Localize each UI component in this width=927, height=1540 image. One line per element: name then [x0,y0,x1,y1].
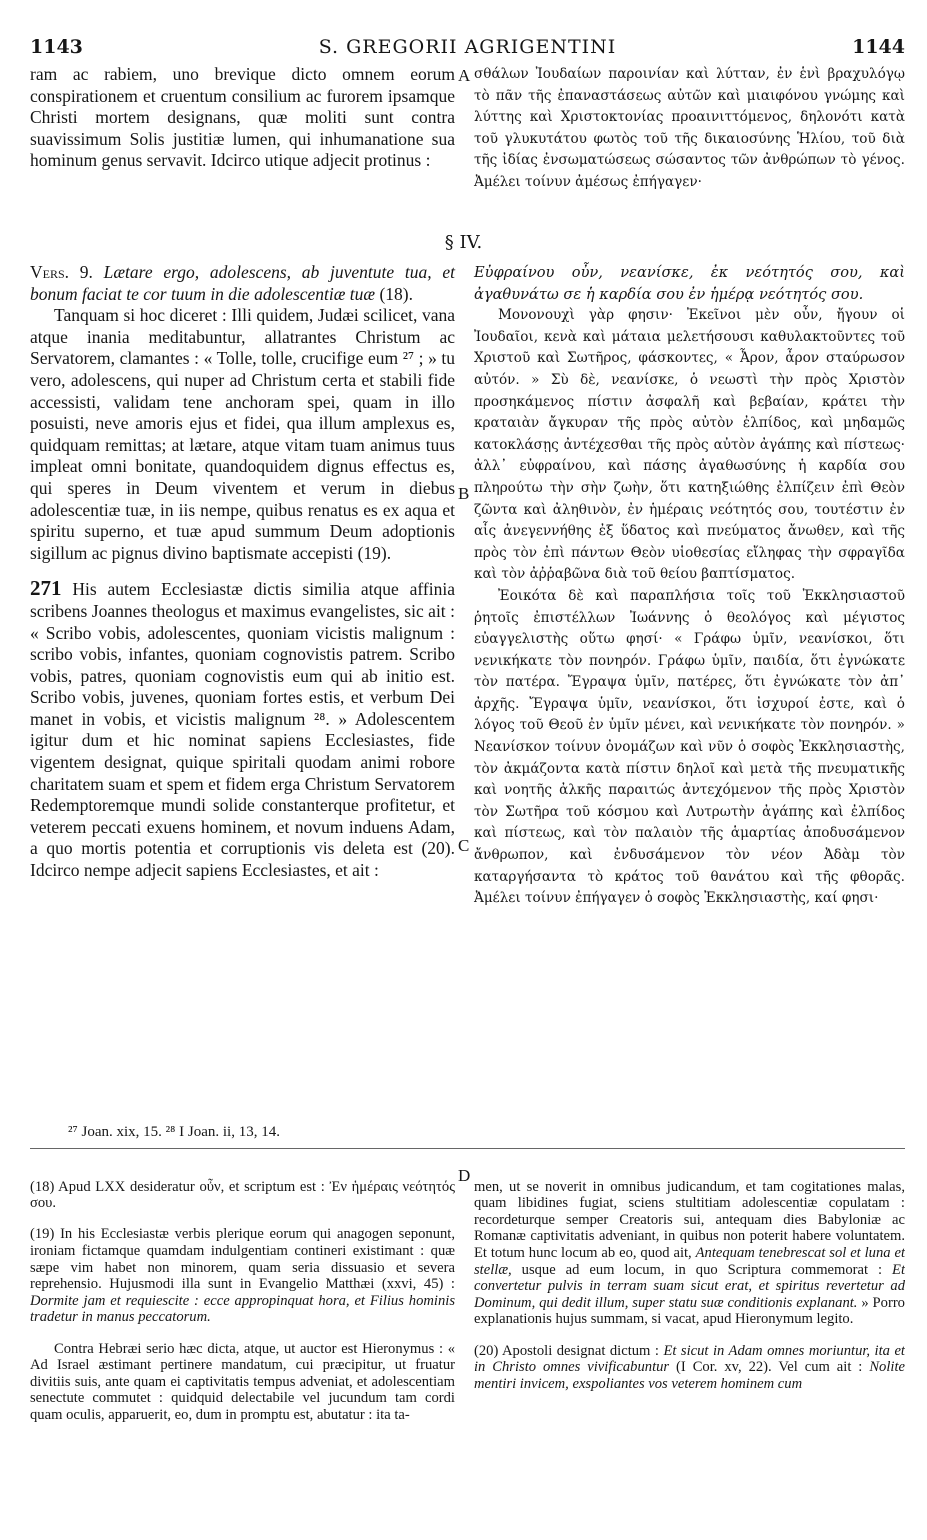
greek-paragraph-2: Μονονουχὶ γὰρ φησιν· Ἐκεῖνοι μὲν οὖν, ἤγουν οἱ Ἰουδαῖοι, κενὰ καὶ μάταια μελετήσουσι καθυλακτοῦντες τοῦ Χριστοῦ καὶ Σωτῆρος, φάσκοντες, « Ἆρον, ἆρον σταύρωσον αὐτόν. » Σὺ δὲ, νεανίσκε, ὁ νεωστὶ τὴν πρὸς Χριστὸν προσηκάμενος πίστιν ἀσφαλῆ καὶ βεβαίαν, κράτει τὴν κραταιὰν ἄγκυραν τῆς πρὸς αὐτὸν ἐλπίδος, καὶ μηδαμῶς κατοκλάσῃς ἀντέχεσθαι τῆς πρὸς αὐτὸν ἀγάπης καὶ πίστεως· ἀλλ᾽ εὐφραίνου, καὶ πάσης ἀγαθωσύνης ἡ καρδία σου πληρούτω τὴν σὴν ζωὴν, ὅτι κατηξιώθης ἐλπίζειν ἐπὶ Θεὸν ζῶντα καὶ ἀληθινὸν, ἐν ἡμέραις νεότητός σου, τουτέστιν ἐν αἷς ἀνεγεννήθης ἐξ ὕδατος καὶ πνεύματος ἄνωθεν, καὶ τῆς πρὸς τὸν ἐπὶ πάντων Θεὸν υἱοθεσίας εἴληφας τὴν σφραγῖδα καὶ τὸν ἀῤῥαβῶνα διὰ τοῦ θείου βαπτίσματος. [474,307,905,583]
running-header [30,36,905,58]
note-19-continued: Contra Hebræi serio hæc dicta, atque, ut auctor est Hieronymus : « Ad Israel æstimant pertinere mandatum, cui præcipitur, ut fruatur divitiis suis, ante quam ei captivitatis tempus adveniat, et adolescentiam senectute commutet : quidquid delectabile vel jucundum tam cordi quam oculis, apparuerit, eo, dum in promptu est, abutatur : ita ta- [30,1340,455,1423]
margin-marker-b: B [458,484,470,503]
note-19-end-text-3: » Porro explanationis hujus summam, si vacat, apud Hieronymum legito. [474,1294,905,1328]
greek-paragraph-1: σθάλων Ἰουδαίων παροινίαν καὶ λύτταν, ἐν ἑνὶ βραχυλόγῳ τὸ πᾶν τῆς ἐπαναστάσεως αὐτῶν καὶ μιαιφόνου γνώμης καὶ λύττης καὶ Χριστοκτονίας προαινιττόμενος, δηλονότι κατὰ τοῦ γλυκυτάτου φωτὸς τοῦ τῆς δικαιοσύνης Ἡλίου, τοῦ διὰ τῆς ἰδίας ἐνσωματώσεως σώσαντος τῶν ἀνθρώπων τὸ γένος. Ἀμέλει τοίνυν ἀμέσως ἐπήγαγεν· [474,66,905,190]
notes-left [30,1164,455,1524]
latin-verse [30,262,455,305]
note-19-end-text: men, ut se noverit in omnibus judicandum, et tam cogitationes malas, quam libidines fugiat, sciens stultitiam adolescentiæ copulatam : recordeturque semper Creatoris sui, antequam dies Babyloniæ ac Romanæ captivitatis adveniant, in quibus non poterit habere voluntatem. Et totum hunc locum ab eo, quod ait, [474,1178,905,1261]
verse-text: Lætare ergo, adolescens, ab juventute tua, et bonum faciat te cor tuum in die adolescentiæ tuæ [30,262,455,304]
section-heading: § IV. [444,232,483,253]
note-20-quote-1: Et sicut in Adam omnes moriuntur, ita et in Christo omnes vivificabuntur [474,1342,905,1376]
margin-marker-a: A [458,66,471,85]
note-19-end-quote-1: Antequam tenebrescat sol et luna et stellæ, [474,1244,905,1278]
greek-verse: Εὐφραίνου οὖν, νεανίσκε, ἐκ νεότητός σου, καὶ ἀγαθυνάτω σε ἡ καρδία σου ἐν ἡμέρᾳ νεότητός σου. [474,264,905,303]
note-20-text-2: (I Cor. xv, 22). Vel cum ait : [676,1359,863,1376]
verse-label: Vers. 9. [30,262,93,282]
margin-marker-c: C [458,836,470,855]
note-19 [30,1226,455,1326]
note-20 [474,1343,905,1393]
page-number-right: 1144 [852,36,905,58]
note-20-text: (20) Apostoli designat dictum : [474,1342,659,1359]
latin-paragraph-3 [30,578,455,881]
note-20-quote-2: Nolite mentiri invicem, exspoliantes vos veterem hominem cum [474,1359,905,1392]
note-18: (18) Apud LXX desideratur οὖν, et scriptum est : Ἐν ἡμέραις νεότητός σου. [30,1178,455,1212]
note-19-end-quote-2: Et convertetur pulvis in terram suam sicut erat, et spiritus revertetur ad Dominum, qui dedit illum, super statu suæ conditionis explanant. [474,1261,905,1311]
notes-divider [30,1148,905,1149]
running-title: S. GREGORII AGRIGENTINI [318,36,617,58]
paragraph-number: 271 [30,576,62,601]
latin-paragraph-3-text: His autem Ecclesiastæ dictis similia atque affinia scribens Joannes theologus et maximus evangelistes, sic ait : « Scribo vobis, adolescentes, quoniam vicistis malignum : scribo vobis, infantes, quoniam cognovistis patrem. Scribo vobis, patres, quoniam cognovistis eum qui ab initio est. Scribo vobis, juvenes, quoniam fortes estis, et verbum Dei manet in vobis, et vicistis malignum ²⁸. » Adolescentem igitur dum et hic nominat sapiens Ecclesiastes, fide vigentem designat, quique spiritali quodam animi robore charitatem suam et spem et fidem erga Christum Servatorem Redemptoremque mundi solide constanterque profitetur, et veterem peccati exuens hominem, et novum induens Adam, a quo mortis potentia et corruptionis vis deleta est (20). Idcirco nempe adjecit sapiens Ecclesiastes, et ait : [30,579,455,881]
greek-column-top [474,64,905,194]
note-19-end [474,1179,905,1328]
page-number-left: 1143 [30,36,83,58]
notes-right [474,1164,905,1524]
note-19-quote: Dormite jam et requiescite : ecce appropinquat hora, et Filius hominis tradetur in manus peccatorum. [30,1292,455,1326]
greek-column-mid [474,262,905,910]
scripture-footnotes: ²⁷ Joan. xix, 15. ²⁸ I Joan. ii, 13, 14. [68,1124,280,1140]
verse-ref: (18). [379,283,414,304]
latin-paragraph-2: Tanquam si hoc diceret : Illi quidem, Judæi scilicet, vana atque inania meditabuntur, allatrantes Christum ac Servatorem, clamantes : « Tolle, tolle, crucifige eum ²⁷ ; » tu vero, adolescens, qui nuper ad Christum certa et stabili fide accessisti, validam tene anchoram spei, quam in illo posuisti, neve amoris ejus et fidei, qua illum amplexus es, quidquam remittas; at lætare, atque vitam tuam animus tuus impleat omni bonitate, quandoquidem dignus effectus es, qui speres in Deum viventem et verum in diebus adolescentiæ tuæ, in iis nempe, quibus renatus es ex aqua et spiritu superno, et tuæ apud summum Deum adoptionis sigillum ac pignus divino baptismate accepisti (19). [30,305,455,563]
latin-paragraph-1: ram ac rabiem, uno brevique dicto omnem eorum conspirationem et cruentum consilium ac furorem ipsamque Christi mortem designans, quæ moliti sunt contra suavissimum Solis justitiæ lumen, qui inhumanatione sua hominum genus servavit. Idcirco utique adjecit protinus : [30,64,455,171]
latin-column-mid [30,262,455,882]
note-19-end-text-2: usque ad eum locum, in quo Scriptura commemorat : [521,1261,883,1278]
greek-paragraph-3: Ἐοικότα δὲ καὶ παραπλήσια τοῖς τοῦ Ἐκκλησιαστοῦ ῥητοῖς ἐπιστέλλων Ἰωάννης ὁ θεολόγος καὶ μέγιστος εὐαγγελιστὴς οὕτω φησί· « Γράφω ὑμῖν, νεανίσκοι, ὅτι νενικήκατε τὸν πονηρόν. Γράφω ὑμῖν, παιδία, ὅτι ἐγνώκατε τὸν πατέρα. Ἔγραψα ὑμῖν, πατέρες, ὅτι ἐγνώκατε τὸν ἀπ᾽ ἀρχῆς. Ἔγραψα ὑμῖν, νεανίσκοι, ὅτι ἰσχυροί ἐστε, καὶ ὁ λόγος τοῦ Θεοῦ ἐν ὑμῖν μένει, καὶ νενικήκατε τὸν πονηρόν. » Νεανίσκον τοίνυν ὀνομάζων καὶ νῦν ὁ σοφὸς Ἐκκλησιαστὴς, τὸν ἀκμάζοντα κατὰ πίστιν δηλοῖ καὶ μετὰ τῆς πνευματικῆς καὶ νοητῆς ἀλκῆς παραιτώς ἀντεχόμενον τῆς πρὸς Χριστὸν τὸν Σωτῆρα τοῦ κόσμου καὶ Λυτρωτὴν ἀγάπης καὶ ἐλπίδος καὶ πίστεως, καὶ τὸν παλαιὸν τῆς ἁμαρτίας ἀποδυσάμενον ἄνθρωπον, καὶ ἐνδυσάμενον τὸν νέον Ἀδὰμ τὸν καταργήσαντα τὸ κράτος τοῦ θανάτου καὶ τῆς φθορᾶς. Ἀμέλει τοίνυν ἐπήγαγεν ὁ σοφὸς Ἐκκλησιαστὴς, καί φησι· [474,587,905,907]
latin-column-top [30,64,455,172]
margin-marker-d: D [458,1166,471,1185]
note-19-text: (19) In his Ecclesiastæ verbis plerique eorum qui anagogen seponunt, ironiam fictamque quamdam indulgentiam contineri existimant : quæ sæpe vim habet non minorem, quam seria dissuasio et severa reprehensio. Hujusmodi illa sunt in Evangelio Matthæi (xxvi, 45) : [30,1226,455,1293]
